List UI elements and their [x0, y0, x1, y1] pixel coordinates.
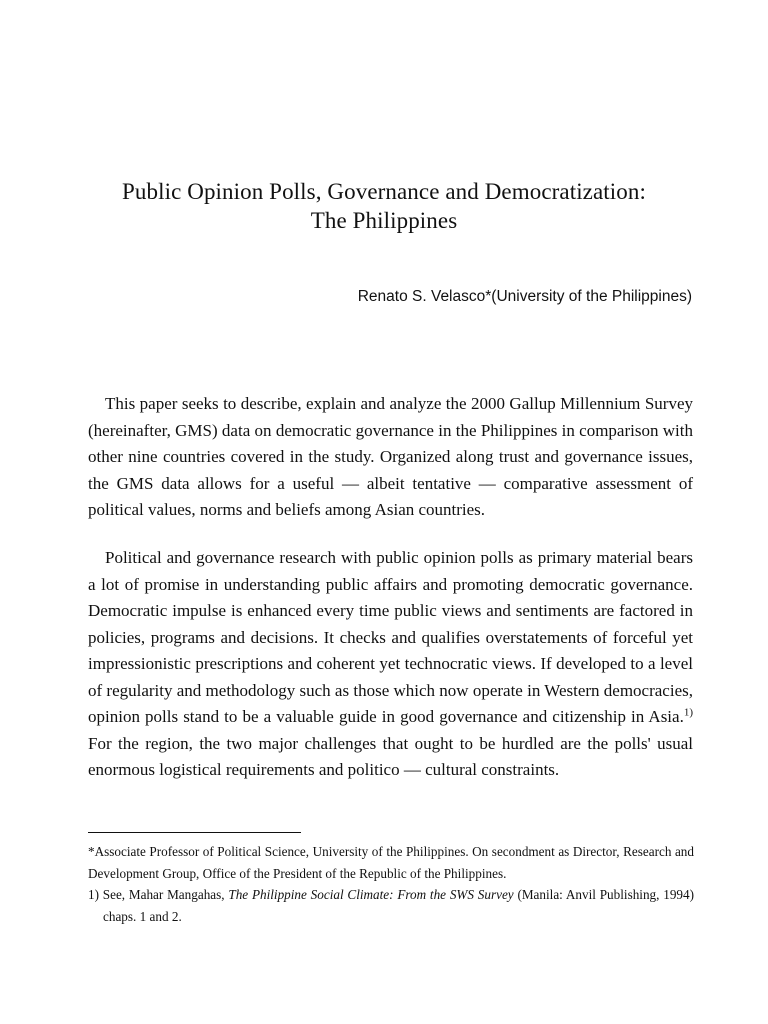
footnote-1-book-title: The Philippine Social Climate: From the SWS Survey: [228, 887, 514, 902]
footnote-reference-1: 1): [683, 706, 693, 719]
footnote-divider: [88, 832, 301, 833]
footnote-1: [88, 884, 694, 927]
body-paragraph-2: [88, 545, 693, 784]
footnote-author: *Associate Professor of Political Science, University of the Philippines. On secondment as Director, Research and Development Group, Office of the President of the Republic of the Philippines.: [88, 844, 694, 881]
paper-title-line-2: The Philippines: [310, 208, 458, 233]
footnote-1-prefix: 1) See, Mahar Mangahas,: [88, 887, 229, 902]
author-affiliation: Renato S. Velasco*(University of the Philippines): [357, 288, 692, 305]
footnotes: [88, 841, 694, 927]
body-paragraph-2-tail: For the region, the two major challenges that ought to be hurdled are the polls' usual enormous logistical requirements and politico — cultural constraints.: [88, 733, 693, 779]
body-paragraph-1: This paper seeks to describe, explain and analyze the 2000 Gallup Millennium Survey (hereinafter, GMS) data on democratic governance in the Philippines in comparison with other nine countries covered in the study. Organized along trust and governance issues, the GMS data allows for a useful — albeit tentative — comparative assessment of political values, norms and beliefs among Asian countries.: [88, 394, 693, 519]
paper-title-line-1: Public Opinion Polls, Governance and Democratization:: [122, 179, 646, 204]
footnote-1-suffix: (Manila: Anvil Publishing, 1994) chaps. 1 and 2.: [103, 887, 694, 924]
body-paragraph-2-block: [88, 545, 693, 784]
body-paragraph-1-block: [88, 391, 693, 524]
body-paragraph-2-text: Political and governance research with public opinion polls as primary material bears a lot of promise in understanding public affairs and promoting democratic governance. Democratic impulse is enhanced every time public views and sentiments are factored in policies, programs and decisions. It checks and qualifies overstatements of forceful yet impressionistic prescriptions and coherent yet technocratic views. If developed to a level of regularity and methodology such as those which now operate in Western democracies, opinion polls stand to be a valuable guide in good governance and citizenship in Asia.: [88, 548, 693, 726]
